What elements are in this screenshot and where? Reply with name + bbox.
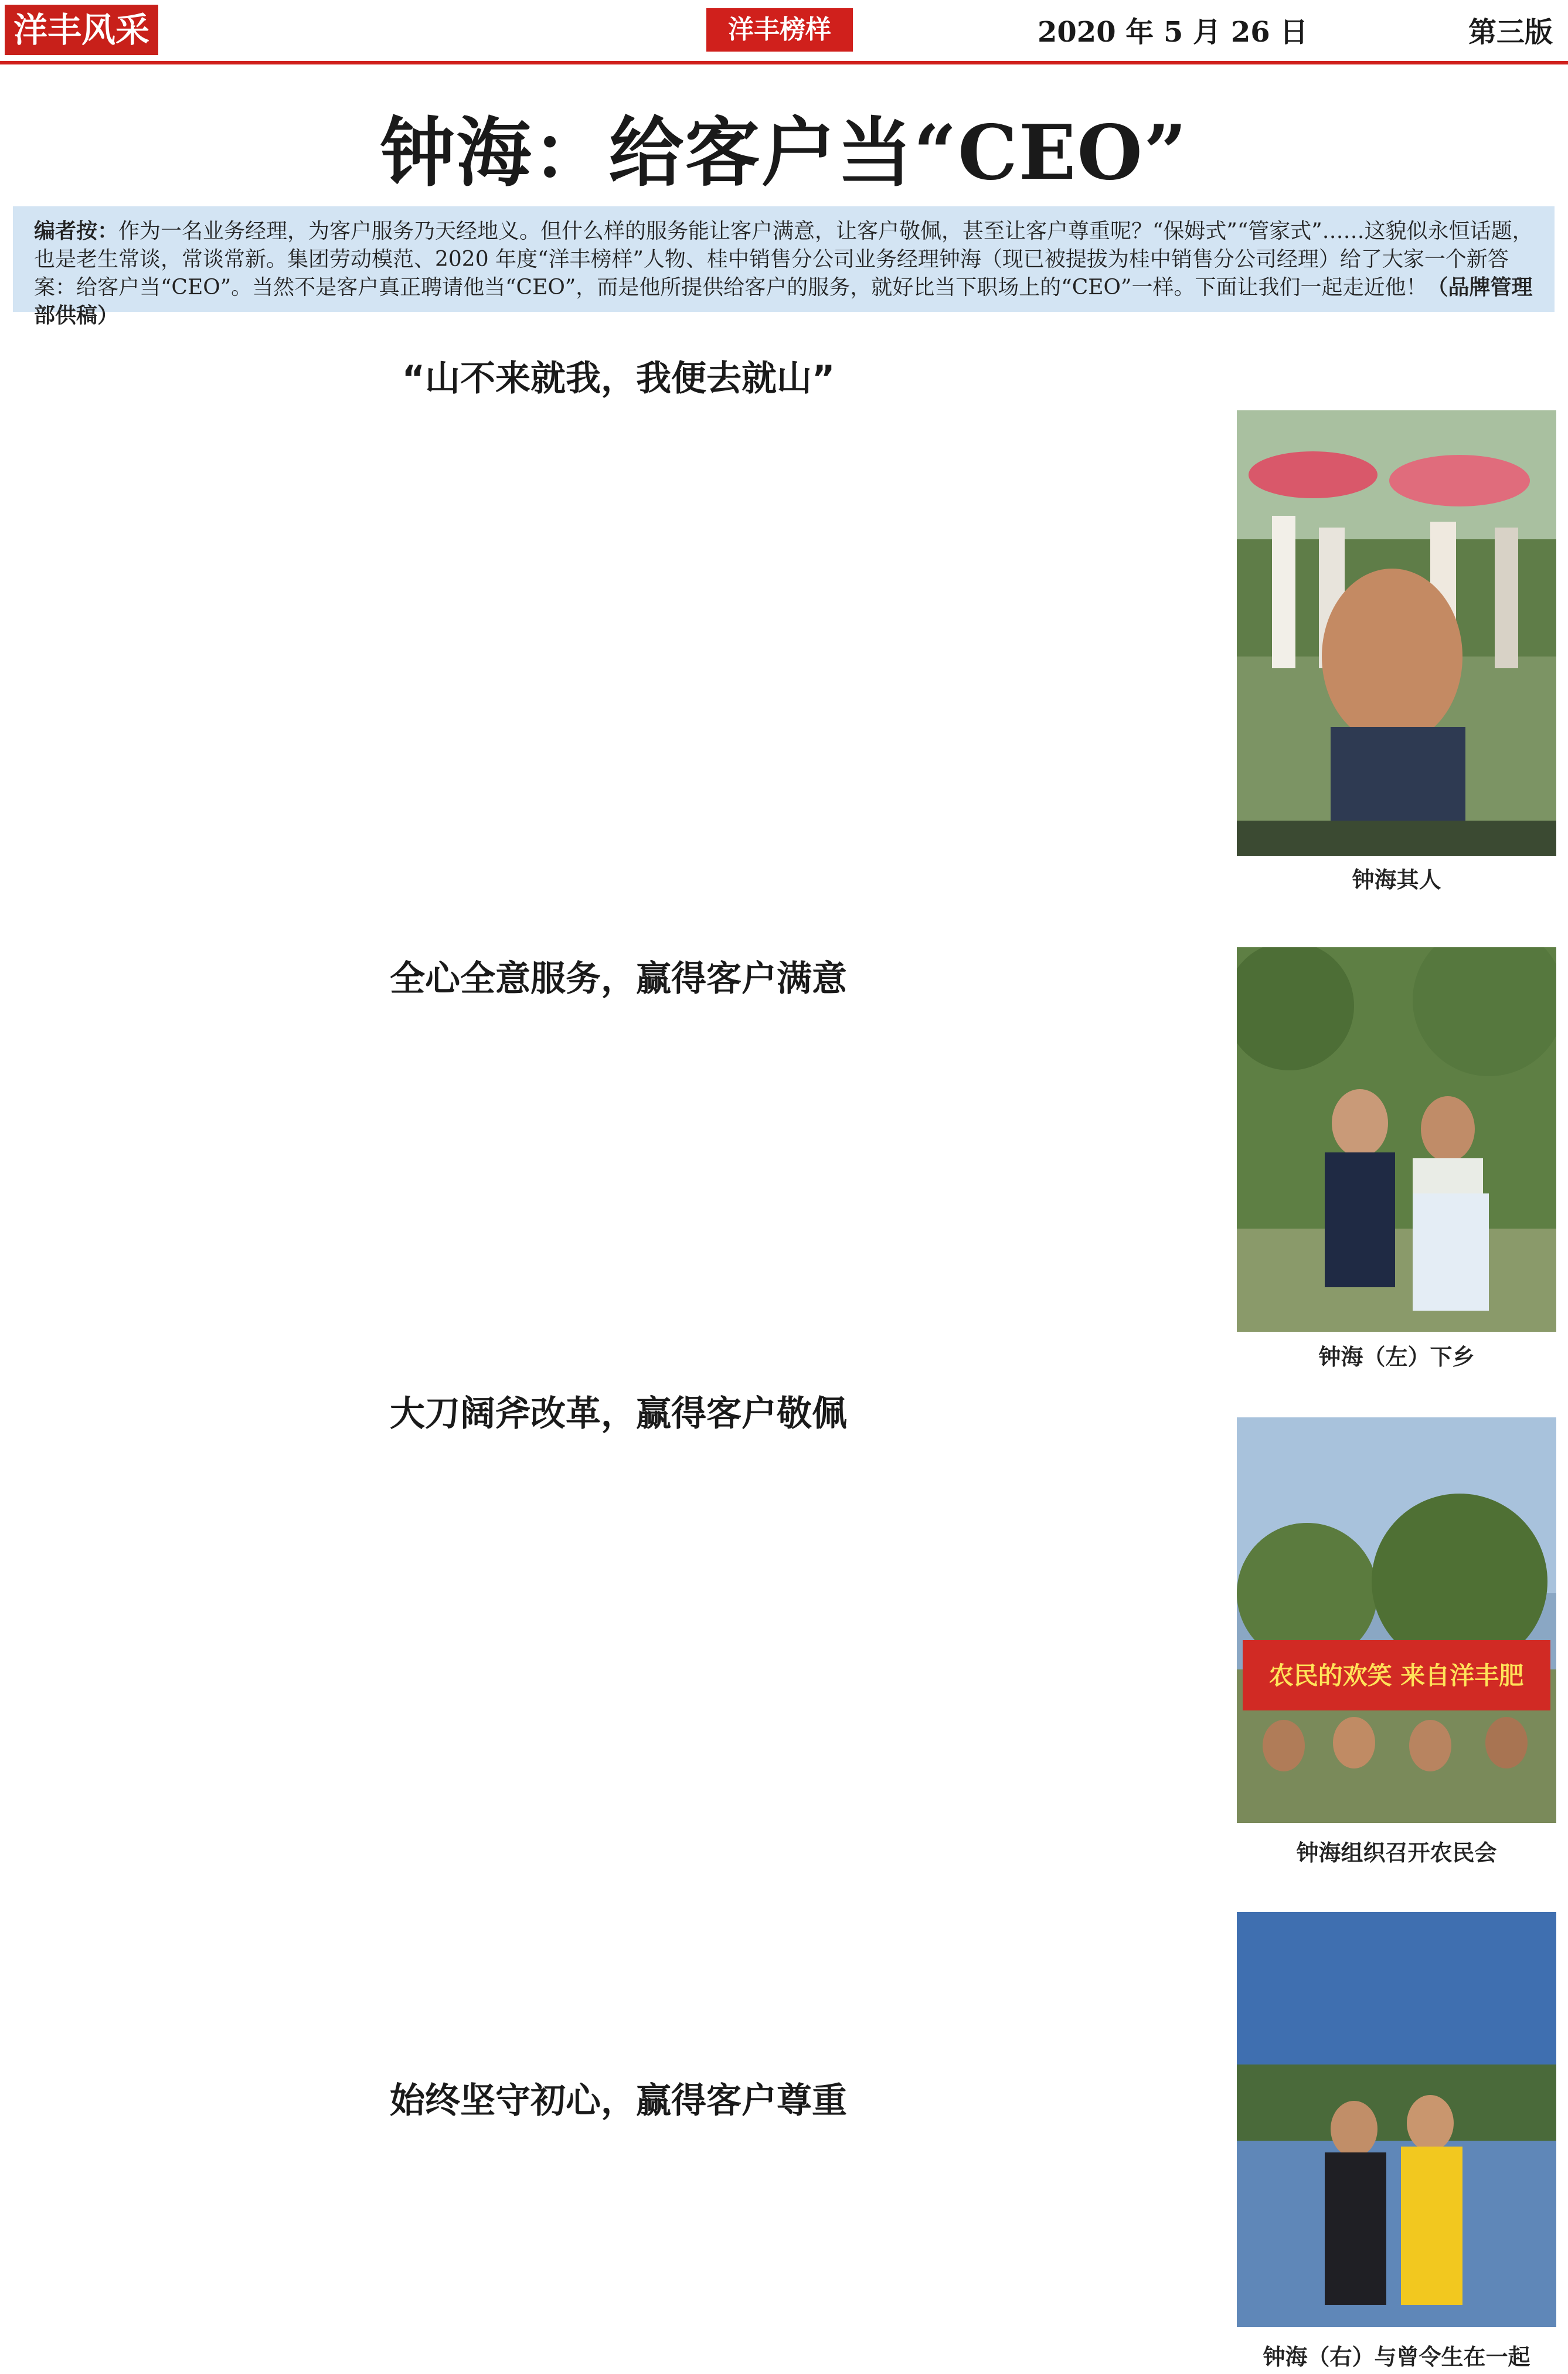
photo-caption: 钟海组织召开农民会 <box>1296 1839 1497 1866</box>
article-column <box>410 414 797 924</box>
page-number: 第三版 <box>1468 16 1553 49</box>
photo-caption: 钟海（左）下乡 <box>1318 1344 1475 1370</box>
farmer-meeting-photo <box>1237 1417 1556 1823</box>
section-title: 始终坚守初心，赢得客户尊重 <box>390 2080 847 2121</box>
article-column <box>8 1443 395 2023</box>
article-column <box>8 414 395 924</box>
editor-note-credit: （品牌管理部供稿） <box>34 276 1533 328</box>
newspaper-logo: 洋丰风采 <box>5 5 158 55</box>
article-column <box>410 2121 797 2367</box>
column-label: 洋丰榜样 <box>706 8 853 52</box>
article-column <box>410 1443 797 2023</box>
field-visit-photo <box>1237 947 1556 1332</box>
portrait-photo <box>1237 410 1556 856</box>
field-visit-illustration <box>1237 947 1556 1332</box>
article-column <box>818 2121 1205 2367</box>
banner-slogan: 农民的欢笑 来自洋丰肥 <box>1268 1661 1524 1690</box>
article-column <box>818 1012 1205 1340</box>
section-title: “山不来就我，我便去就山” <box>402 358 835 399</box>
editor-note-body: 作为一名业务经理，为客户服务乃天经地义。但什么样的服务能让客户满意，让客户敬佩，甚至让客户尊重呢？“保姆式”“管家式”……这貌似永恒话题，也是老生常谈，常谈常新。集团劳动模范、2020 年度“洋丰榜样”人物、桂中销售分公司业务经理钟海（现已被提拔为桂中销售分公司经理）给了大家一个新答案：给客户当“CEO”。当然不是客户真正聘请他当“CEO”，而是他所提供给客户的服务，就好比当下职场上的“CEO”一样。下面让我们一起走近他！ <box>34 219 1533 300</box>
editor-note <box>13 206 1555 328</box>
article-column <box>818 1443 1205 2023</box>
section-title: 大刀阔斧改革，赢得客户敬佩 <box>390 1393 847 1434</box>
article-headline: 钟海：给客户当“CEO” <box>380 109 1188 197</box>
masthead <box>0 0 1568 67</box>
article-column <box>8 1012 395 1340</box>
editor-note-lead: 编者按： <box>34 219 119 243</box>
lakeside-illustration <box>1237 1912 1556 2327</box>
photo-caption: 钟海其人 <box>1352 866 1441 893</box>
article-column <box>818 414 1205 924</box>
issue-date: 2020 年 5 月 26 日 <box>1038 16 1308 49</box>
photo-caption: 钟海（右）与曾令生在一起 <box>1263 2344 1530 2370</box>
portrait-illustration <box>1237 410 1556 856</box>
section-title: 全心全意服务，赢得客户满意 <box>390 958 847 999</box>
article-column <box>410 1012 797 1340</box>
masthead-divider <box>0 61 1568 64</box>
farmer-meeting-illustration <box>1237 1417 1556 1823</box>
article-column <box>8 2121 395 2367</box>
lakeside-photo <box>1237 1912 1556 2327</box>
